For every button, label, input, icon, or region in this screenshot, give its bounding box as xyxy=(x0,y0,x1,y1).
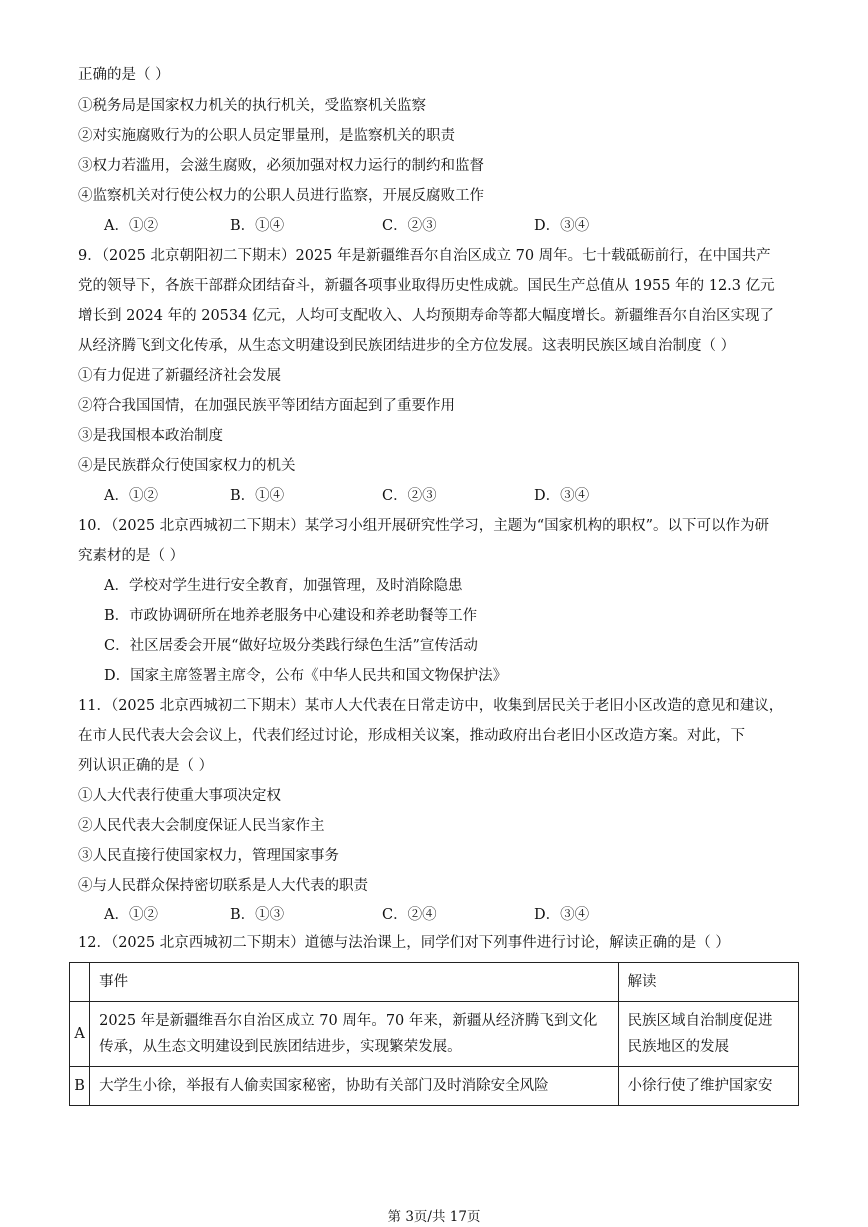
row-label-a[interactable]: A xyxy=(70,1002,90,1067)
table-row xyxy=(70,1002,799,1067)
q8-option-b[interactable]: B．①④ xyxy=(230,218,285,234)
q8-item-1: ①税务局是国家权力机关的执行机关，受监察机关监察 xyxy=(78,98,426,114)
row-event-b xyxy=(90,1067,618,1106)
q9-option-d[interactable]: D．③④ xyxy=(534,488,590,504)
q10-option-c[interactable]: C．社区居委会开展“做好垃圾分类践行绿色生活”宣传活动 xyxy=(104,638,478,654)
q9-option-c[interactable]: C．②③ xyxy=(382,488,437,504)
q9-item-2: ②符合我国国情，在加强民族平等团结方面起到了重要作用 xyxy=(78,398,455,414)
page-footer: 第 3页/共 17页 xyxy=(387,1209,481,1225)
q11-item-4: ④与人民群众保持密切联系是人大代表的职责 xyxy=(78,878,368,894)
row-label-b[interactable]: B xyxy=(70,1067,90,1106)
q9-stem-line-2: 党的领导下，各族干部群众团结奋斗，新疆各项事业取得历史性成就。国民生产总值从 1955 年的 12.3 亿元 xyxy=(78,278,775,294)
q11-item-3: ③人民直接行使国家权力，管理国家事务 xyxy=(78,848,339,864)
q9-stem-line-3: 增长到 2024 年的 20534 亿元，人均可支配收入、人均预期寿命等都大幅度增长。新疆维吾尔自治区实现了 xyxy=(78,308,774,324)
q10-option-a[interactable]: A．学校对学生进行安全教育，加强管理，及时消除隐患 xyxy=(104,578,463,594)
table-header-event: 事件 xyxy=(90,963,618,1002)
q11-stem-line-3: 列认识正确的是（ ） xyxy=(78,758,214,774)
q9-option-a[interactable]: A．①② xyxy=(104,488,158,504)
table-header-row xyxy=(70,963,799,1002)
row-event-a-line-2: 传承，从生态文明建设到民族团结进步，实现繁荣发展。 xyxy=(99,1039,462,1055)
q11-option-b[interactable]: B．①③ xyxy=(230,907,285,923)
row-event-a-line-1: 2025 年是新疆维吾尔自治区成立 70 周年。70 年来，新疆从经济腾飞到文化 xyxy=(99,1013,598,1029)
q12-table xyxy=(69,962,799,1106)
q10-option-d[interactable]: D．国家主席签署主席令，公布《中华人民共和国文物保护法》 xyxy=(104,668,508,684)
q11-option-a[interactable]: A．①② xyxy=(104,907,158,923)
row-judgment-b-line-1: 小徐行使了维护国家安 xyxy=(627,1078,773,1094)
table-row xyxy=(70,1067,799,1106)
q11-item-1: ①人大代表行使重大事项决定权 xyxy=(78,788,281,804)
q10-stem-line-1: 10．（2025 北京西城初二下期末）某学习小组开展研究性学习，主题为“国家机构的职权”。以下可以作为研 xyxy=(78,518,770,534)
row-judgment-a xyxy=(618,1002,799,1067)
table-header-label xyxy=(70,963,90,1002)
row-judgment-a-line-2: 民族地区的发展 xyxy=(627,1039,729,1055)
q10-stem-line-2: 究素材的是（ ） xyxy=(78,548,185,564)
q9-item-1: ①有力促进了新疆经济社会发展 xyxy=(78,368,281,384)
q8-option-d[interactable]: D．③④ xyxy=(534,218,590,234)
q9-option-b[interactable]: B．①④ xyxy=(230,488,285,504)
table-header-judgment: 解读 xyxy=(618,963,799,1002)
q10-option-b[interactable]: B．市政协调研所在地养老服务中心建设和养老助餐等工作 xyxy=(104,608,478,624)
row-event-a xyxy=(90,1002,618,1067)
q9-stem-line-4: 从经济腾飞到文化传承，从生态文明建设到民族团结进步的全方位发展。这表明民族区域自治制度（ ） xyxy=(78,338,736,354)
q8-options xyxy=(104,215,804,237)
q9-item-4: ④是民族群众行使国家权力的机关 xyxy=(78,458,296,474)
q11-stem-line-2: 在市人民代表大会会议上，代表们经过讨论，形成相关议案，推动政府出台老旧小区改造方案。对此，下 xyxy=(78,728,745,744)
q8-item-3: ③权力若滥用，会滋生腐败，必须加强对权力运行的制约和监督 xyxy=(78,158,484,174)
q8-item-2: ②对实施腐败行为的公职人员定罪量刑，是监察机关的职责 xyxy=(78,128,455,144)
q12-stem: 12．（2025 北京西城初二下期末）道德与法治课上，同学们对下列事件进行讨论，解读正确的是（ ） xyxy=(78,935,730,951)
q8-item-4: ④监察机关对行使公权力的公职人员进行监察，开展反腐败工作 xyxy=(78,188,484,204)
row-event-b-line-1: 大学生小徐，举报有人偷卖国家秘密，协助有关部门及时消除安全风险 xyxy=(99,1078,549,1094)
q8-option-c[interactable]: C．②③ xyxy=(382,218,437,234)
q8-stem-tail: 正确的是（ ） xyxy=(78,67,170,83)
q9-options xyxy=(104,485,804,507)
q11-stem-line-1: 11．（2025 北京西城初二下期末）某市人大代表在日常走访中，收集到居民关于老旧小区改造的意见和建议， xyxy=(78,698,784,714)
q8-option-a[interactable]: A．①② xyxy=(104,218,158,234)
q11-item-2: ②人民代表大会制度保证人民当家作主 xyxy=(78,818,325,834)
q9-item-3: ③是我国根本政治制度 xyxy=(78,428,223,444)
q11-option-c[interactable]: C．②④ xyxy=(382,907,437,923)
q11-options xyxy=(104,904,804,926)
q11-option-d[interactable]: D．③④ xyxy=(534,907,590,923)
row-judgment-b xyxy=(618,1067,799,1106)
q9-stem-line-1: 9．（2025 北京朝阳初二下期末）2025 年是新疆维吾尔自治区成立 70 周年。七十载砥砺前行，在中国共产 xyxy=(78,248,771,264)
row-judgment-a-line-1: 民族区域自治制度促进 xyxy=(627,1013,773,1029)
